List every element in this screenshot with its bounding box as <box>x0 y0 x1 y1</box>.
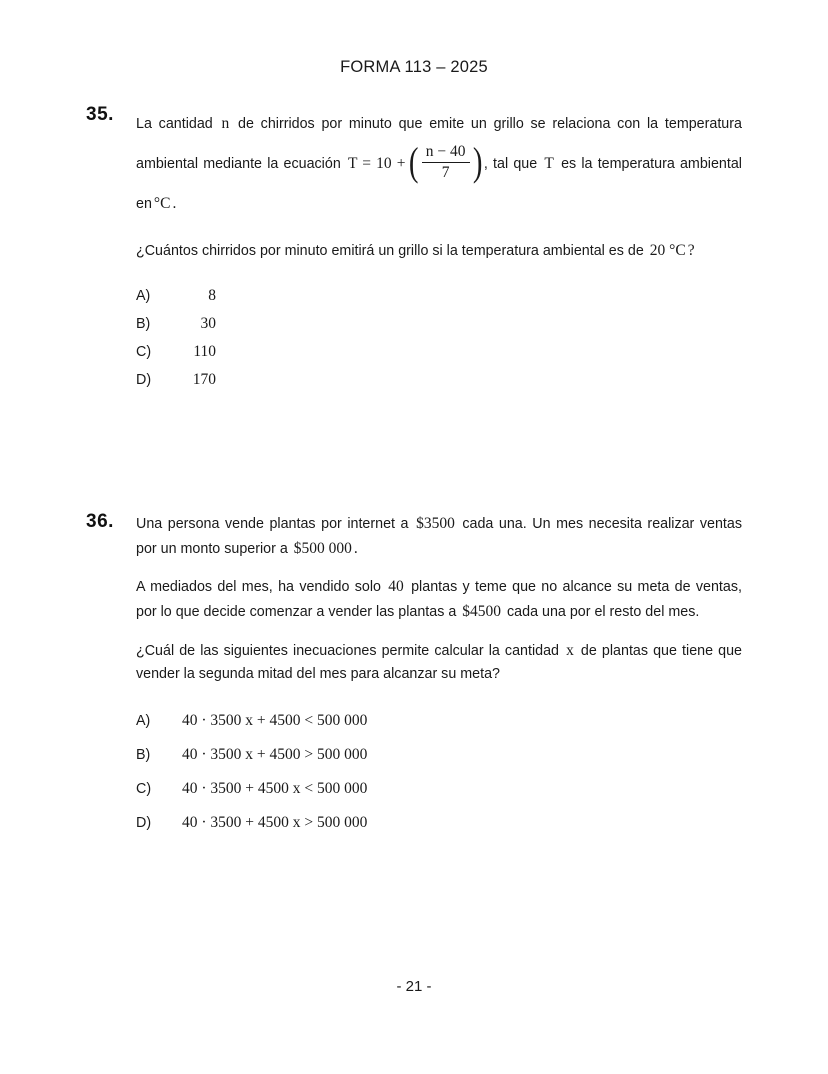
option-b-value: 30 <box>200 315 216 333</box>
option-b-letter: B) <box>136 746 151 763</box>
question-36-body <box>136 511 742 686</box>
option-a-letter: A) <box>136 712 151 729</box>
option-c-letter: C) <box>136 344 152 361</box>
q36-prompt-a: ¿Cuál de las siguientes inecuaciones permite calcular la cantidad <box>136 642 559 659</box>
option-d[interactable] <box>136 814 742 832</box>
q35-prompt-b: ? <box>687 242 695 260</box>
q36-context-c: cada una por el resto del mes. <box>507 604 700 621</box>
option-d[interactable] <box>136 371 742 389</box>
q35-text-b: de chirridos por minuto que emite un grillo se relaciona con la temperatura ambiental mediante la ecuación <box>136 116 742 172</box>
question-36-prompt <box>136 638 742 686</box>
left-paren-icon: ( <box>409 139 419 185</box>
option-d-value: 40 · 3500 + 4500 x > 500 000 <box>182 813 368 831</box>
option-a[interactable] <box>136 712 742 730</box>
q36-text-b: cada una. Un mes necesita realizar ventas por un monto superior a <box>136 516 742 558</box>
question-36-context <box>136 574 742 624</box>
q35-text-c: , tal que <box>483 155 538 172</box>
right-paren-icon: ) <box>472 139 482 185</box>
question-35-number: 35. <box>86 104 114 125</box>
question-35-options <box>136 287 742 389</box>
question-36 <box>86 511 742 848</box>
q35-unit-celsius: °C <box>153 194 171 212</box>
option-c[interactable] <box>136 343 742 361</box>
question-35-statement <box>136 104 742 223</box>
question-36-options <box>136 712 742 832</box>
question-35-body <box>136 104 742 263</box>
option-a[interactable] <box>136 287 742 305</box>
q36-variable-x: x <box>566 641 574 659</box>
question-35-prompt <box>136 238 742 263</box>
q35-text-a: La cantidad <box>136 116 213 132</box>
option-b[interactable] <box>136 746 742 764</box>
option-c-letter: C) <box>136 780 152 797</box>
q36-context-a: A mediados del mes, ha vendido solo <box>136 579 381 596</box>
q35-prompt-temperature: 20 °C <box>649 242 686 260</box>
q36-unit-price: $3500 <box>416 515 455 532</box>
option-c-value: 110 <box>193 343 216 361</box>
option-c[interactable] <box>136 780 742 798</box>
q36-new-price: $4500 <box>462 603 502 621</box>
option-b-letter: B) <box>136 316 151 333</box>
fraction-denominator: 7 <box>422 162 470 182</box>
option-a-value: 40 · 3500 x + 4500 < 500 000 <box>182 711 368 729</box>
option-b-value: 40 · 3500 x + 4500 > 500 000 <box>182 745 368 763</box>
q35-variable-T: T <box>544 154 554 172</box>
q35-text-d: es la temperatura ambiental en <box>136 155 742 212</box>
option-d-letter: D) <box>136 814 152 831</box>
question-35 <box>86 104 742 399</box>
question-36-number: 36. <box>86 511 114 532</box>
q35-equation-lhs: T = 10 + <box>347 154 406 172</box>
q36-sold-count: 40 <box>388 578 404 596</box>
question-36-statement <box>136 511 742 561</box>
q35-variable-n: n <box>221 115 230 132</box>
q35-prompt-a: ¿Cuántos chirridos por minuto emitirá un grillo si la temperatura ambiental es de <box>136 243 644 260</box>
q35-equation-fraction <box>407 139 483 185</box>
option-d-letter: D) <box>136 372 152 389</box>
fraction <box>421 143 471 183</box>
fraction-numerator: n − 40 <box>425 142 466 160</box>
option-c-value: 40 · 3500 + 4500 x < 500 000 <box>182 779 368 797</box>
q36-context-b: plantas y teme que no alcance su meta de ventas, por lo que decide comenzar a vender las plantas a <box>136 579 742 621</box>
q36-text-c: . <box>353 540 358 558</box>
q36-prompt-b: de plantas que tiene que vender la segunda mitad del mes para alcanzar su meta? <box>136 642 742 682</box>
page-number-footer: - 21 - <box>396 978 432 995</box>
option-d-value: 170 <box>192 371 216 389</box>
q36-text-a: Una persona vende plantas por internet a <box>136 516 409 532</box>
option-a-letter: A) <box>136 288 151 305</box>
option-a-value: 8 <box>208 287 216 305</box>
page-header-form-code: FORMA 113 – 2025 <box>340 58 488 76</box>
q36-sales-goal: $500 000 <box>293 540 352 558</box>
q35-text-e: . <box>172 194 177 212</box>
option-b[interactable] <box>136 315 742 333</box>
